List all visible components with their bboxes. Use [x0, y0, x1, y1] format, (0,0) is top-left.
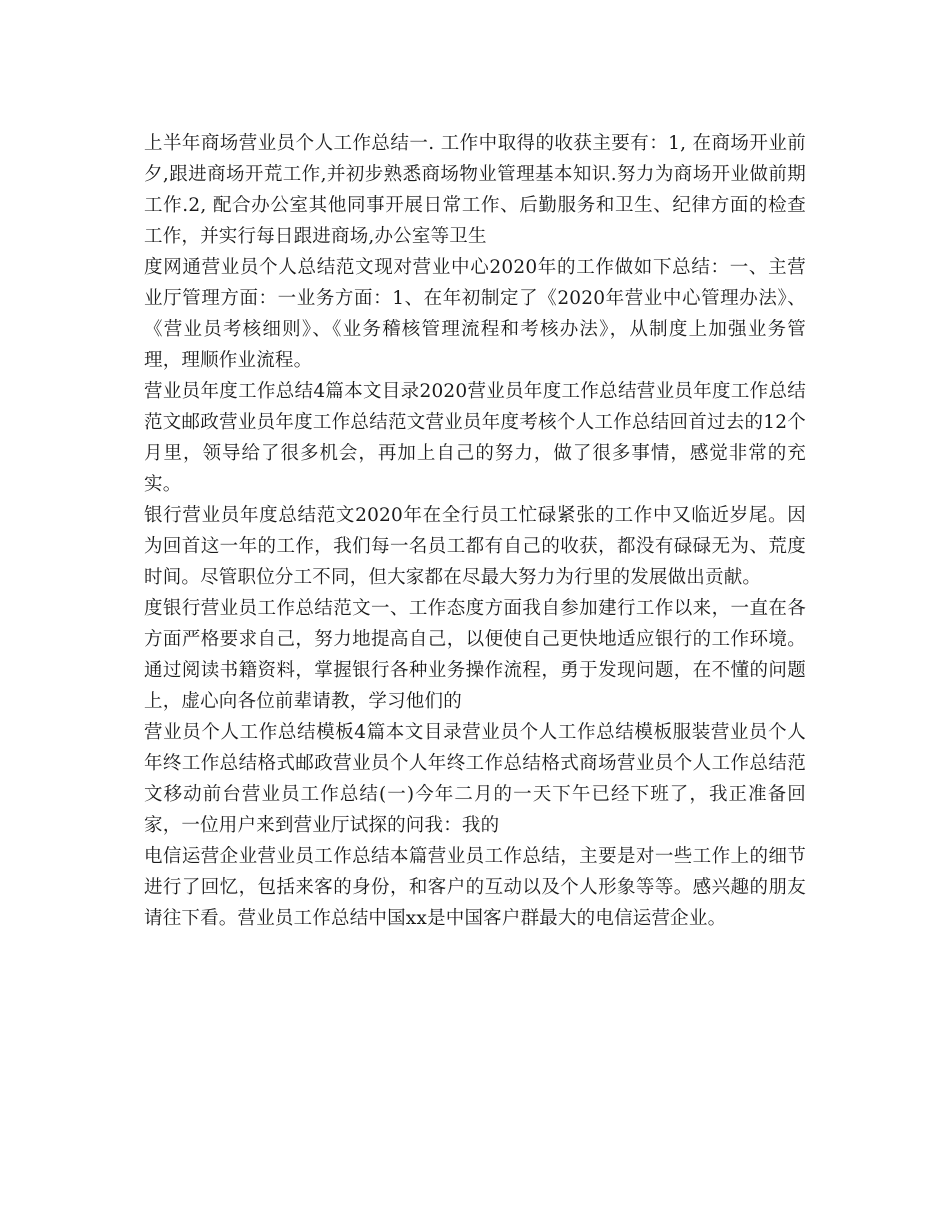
- paragraph-4: 银行营业员年度总结范文2020年在全行员工忙碌紧张的工作中又临近岁尾。因为回首这一年的工作，我们每一名员工都有自己的收获，都没有碌碌无为、荒度时间。尽管职位分工不同，但大家都在尽最大努力为行里的发展做出贡献。: [144, 505, 806, 588]
- paragraph-6: 营业员个人工作总结模板4篇本文目录营业员个人工作总结模板服装营业员个人年终工作总结格式邮政营业员个人年终工作总结格式商场营业员个人工作总结范文移动前台营业员工作总结(一)今年二月的一天下午已经下班了，我正准备回家，一位用户来到营业厅试探的问我：我的: [144, 722, 806, 836]
- paragraph-5: 度银行营业员工作总结范文一、工作态度方面我自参加建行工作以来，一直在各方面严格要求自己，努力地提高自己，以便使自己更快地适应银行的工作环境。通过阅读书籍资料，掌握银行各种业务操作流程，勇于发现问题，在不懂的问题上，虚心向各位前辈请教，学习他们的: [144, 598, 806, 712]
- paragraph-3: 营业员年度工作总结4篇本文目录2020营业员年度工作总结营业员年度工作总结范文邮政营业员年度工作总结范文营业员年度考核个人工作总结回首过去的12个月里，领导给了很多机会，再加上自己的努力，做了很多事情，感觉非常的充实。: [144, 381, 806, 495]
- document-body: [144, 128, 806, 934]
- paragraph-2: 度网通营业员个人总结范文现对营业中心2020年的工作做如下总结：一、主营业厅管理方面：一业务方面：1、在年初制定了《2020年营业中心管理办法》、《营业员考核细则》、《业务稽核管理流程和考核办法》，从制度上加强业务管理，理顺作业流程。: [144, 257, 806, 371]
- paragraph-1: 上半年商场营业员个人工作总结一. 工作中取得的收获主要有：1, 在商场开业前夕,跟进商场开荒工作,并初步熟悉商场物业管理基本知识.努力为商场开业做前期工作.2, 配合办公室其他同事开展日常工作、后勤服务和卫生、纪律方面的检查工作，并实行每日跟进商场,办公室等卫生: [144, 133, 806, 247]
- paragraph-7: 电信运营企业营业员工作总结本篇营业员工作总结，主要是对一些工作上的细节进行了回忆，包括来客的身份，和客户的互动以及个人形象等等。感兴趣的朋友请往下看。营业员工作总结中国xx是中国客户群最大的电信运营企业。: [144, 846, 806, 929]
